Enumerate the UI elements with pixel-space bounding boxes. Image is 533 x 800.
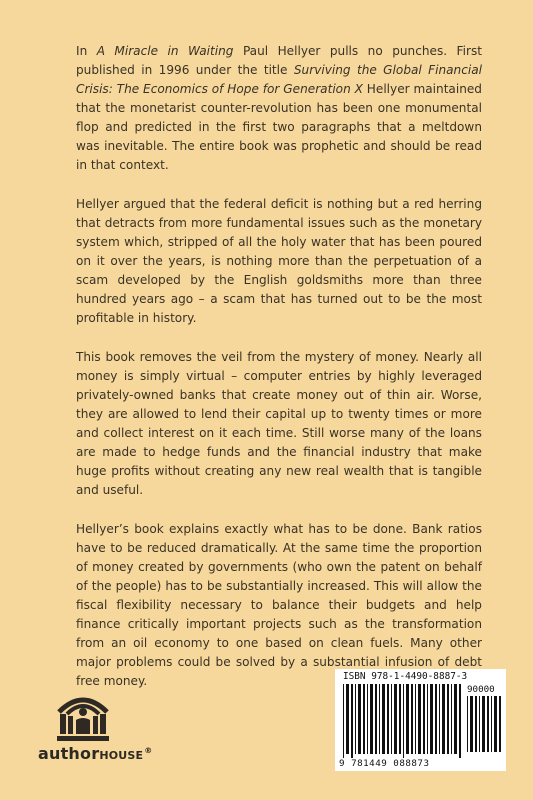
barcode-digits: 9 781449 088873 [339,758,430,769]
price-code: 90000 [467,684,495,695]
wordmark-author: author [38,744,100,763]
barcode-bar [406,684,409,754]
barcode-bar [355,684,356,754]
authorhouse-logo [38,690,153,770]
barcode-bar [451,684,452,754]
barcode-bar [370,684,373,754]
paragraph-4: Hellyer’s book explains exactly what has to be done. Bank ratios have to be reduced dramatically. At the same time the proportion of money created by governments (who own the patent on behalf of the people) has to be substantially increased. This will allow the fiscal flexibility necessary to balance their budgets and help finance critically important projects such as the transformation from an oil economy to one based on clean fuels. Many other major problems could be solved by a substantial infusion of debt free money. [76,522,482,688]
isbn-label: ISBN 978-1-4490-8887-3 [343,671,468,682]
book-title-italic: A Miracle in Waiting [96,44,234,58]
barcode-bar [415,684,416,754]
addon-bars [467,696,501,756]
barcode-bar [435,684,437,754]
authorhouse-wordmark [38,744,152,763]
registered-mark: ® [144,745,153,755]
barcode-bar [491,696,492,752]
barcode-bar [423,684,425,754]
wordmark-house: HOUSE [99,749,144,762]
barcode-bar [363,684,365,754]
barcode-bar [411,684,413,754]
barcode-bar [479,696,480,752]
barcode-bar [439,684,440,754]
barcode-bar [391,684,392,754]
barcode-bar [379,684,380,754]
barcode-bar [346,684,349,754]
paragraph-1-part-1: In [76,44,97,58]
barcode-bar [375,684,377,754]
barcode-bar [403,684,404,758]
barcode-bar [459,684,461,758]
barcode-bar [358,684,361,754]
paragraph-3: This book removes the veil from the mystery of money. Nearly all money is simply virtual – computer entries by highly leveraged privately-owned banks that create money out of thin air. Worse, they are allowed to lend their capital up to twenty times or more and collect interest on it each time. Still worse many of the loans are made to hedge funds and the financial industry that make huge profits without creating any new real wealth that is tangible and useful. [76,350,482,497]
barcode-bar [343,684,344,758]
isbn-barcode [335,669,506,771]
barcode-bar [418,684,421,754]
barcode-bar [482,696,485,752]
barcode-bar [351,684,353,758]
paragraph-1-part-3: Hellyer maintained that the monetarist counter-revolution has been one monumental flop and predicted in the first two paragraphs that a meltdown was inevitable. The entire book was prophetic and should be read in that context. [76,82,482,172]
barcode-bar [487,696,489,752]
barcode-bar [470,696,473,752]
barcode-bar [447,684,449,754]
barcode-bar [454,684,457,754]
barcode-bar [394,684,397,754]
barcode-bar [494,696,497,752]
barcode-bar [430,684,433,754]
paragraph-2: Hellyer argued that the federal deficit is nothing but a red herring that detracts from more fundamental issues such as the monetary system which, stripped of all the holy water that has been poured on it over the years, is nothing more than the perpetuation of a scam developed by the English goldsmiths more than three hundred years ago – a scam that has turned out to be the most profitable in history. [76,197,482,325]
barcode-bar [467,696,468,752]
barcode-bar [387,684,389,754]
barcode-bar [475,696,477,752]
barcode-bar [399,684,401,754]
blurb-text [76,42,482,711]
barcode-bar [427,684,428,754]
authorhouse-book-arch-icon [54,690,112,744]
paragraph-1-part-2: Paul Hellyer pulls no punches. First published in 1996 under the title [76,44,482,77]
barcode-bar [442,684,445,754]
barcode-bar [499,696,501,752]
paragraph-1 [76,42,482,175]
barcode-bar [367,684,368,754]
barcode-bar [382,684,385,754]
ean13-bars [343,684,461,758]
original-title-italic: Surviving the Global Financial Crisis: The Economics of Hope for Generation X [76,63,482,96]
